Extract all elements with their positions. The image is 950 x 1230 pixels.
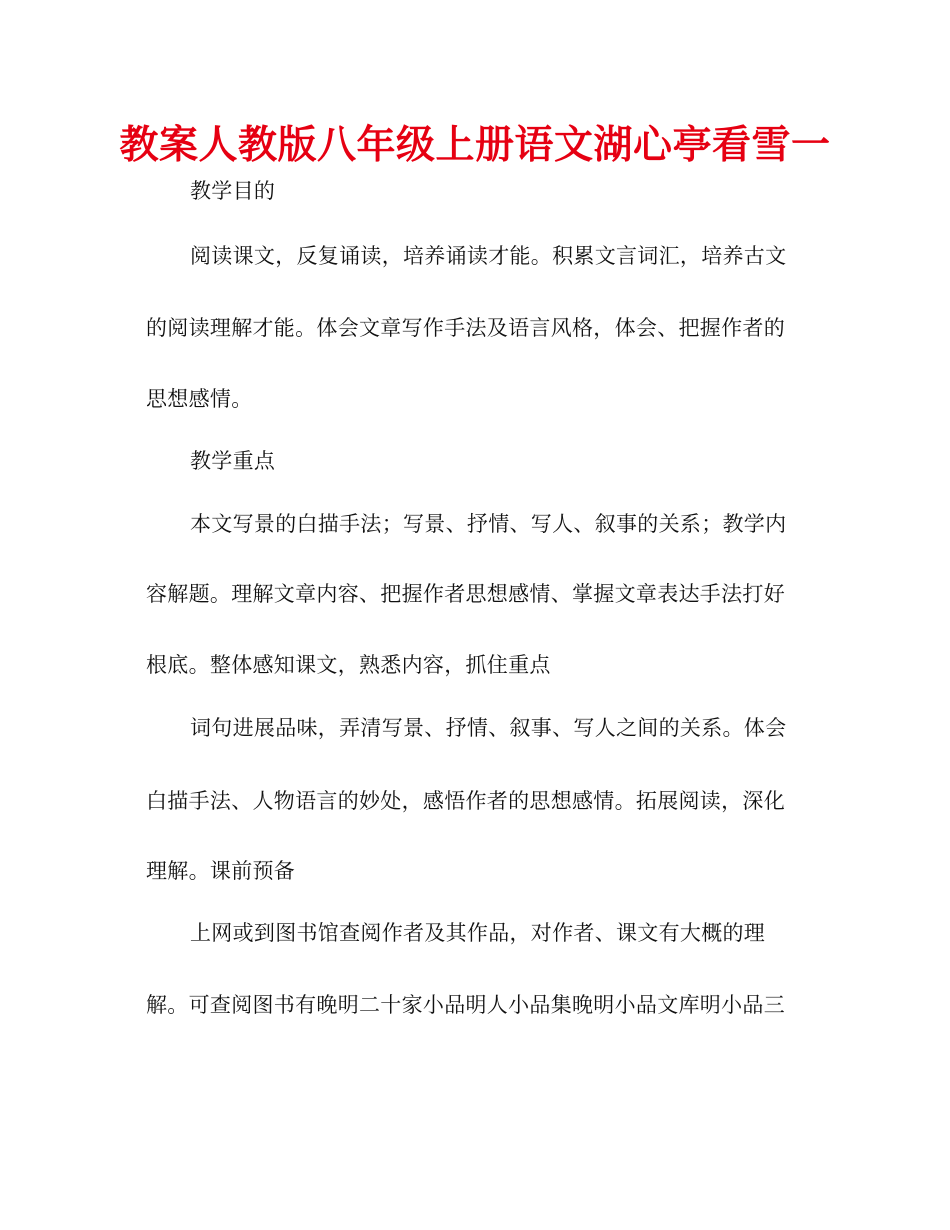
paragraph-line: 解。可查阅图书有晚明二十家小品明人小品集晚明小品文库明小品三: [146, 993, 785, 1017]
paragraph-line: 白描手法、人物语言的妙处，感悟作者的思想感情。拓展阅读，深化: [146, 789, 785, 813]
paragraph-line: 理解。课前预备: [146, 859, 296, 883]
paragraph-line: 上网或到图书馆查阅作者及其作品，对作者、课文有大概的理: [190, 921, 766, 945]
paragraph-line: 词句进展品味，弄清写景、抒情、叙事、写人之间的关系。体会: [190, 716, 787, 740]
paragraph-line: 的阅读理解才能。体会文章写作手法及语言风格，体会、把握作者的: [146, 316, 785, 340]
paragraph-line: 阅读课文，反复诵读，培养诵读才能。积累文言词汇，培养古文: [190, 244, 787, 268]
section-heading-key-points: 教学重点: [190, 449, 276, 473]
paragraph-line: 根底。整体感知课文，熟悉内容，抓住重点: [146, 653, 551, 677]
document-title: 教案人教版八年级上册语文湖心亭看雪一: [119, 123, 831, 168]
paragraph-line: 容解题。理解文章内容、把握作者思想感情、掌握文章表达手法打好: [146, 582, 785, 606]
paragraph-line: 思想感情。: [146, 387, 253, 411]
paragraph-line: 本文写景的白描手法；写景、抒情、写人、叙事的关系；教学内: [190, 512, 787, 536]
section-heading-objectives: 教学目的: [190, 179, 276, 203]
